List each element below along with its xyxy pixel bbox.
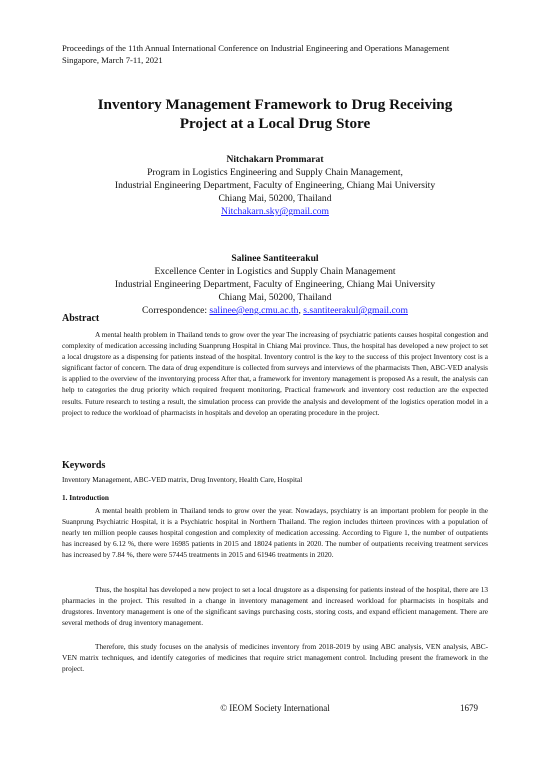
author-affiliation-line: Excellence Center in Logistics and Supply Chain Management xyxy=(154,266,396,277)
paper-title xyxy=(60,95,490,133)
author-address: Chiang Mai, 50200, Thailand xyxy=(218,193,332,204)
intro-paragraph-2: Thus, the hospital has developed a new project to set a local drugstore as a dispensing for patients instead of the hospital, there are 13 pharmacies in the project. This resulted in a change in inventory management and increased workload for pharmacists in hospitals and drugstores. Inventory management is one of the significant savings purchasing costs, storing costs, and expand efficient management. There are several methods of drug inventory management. xyxy=(62,585,488,628)
intro-paragraph-3: Therefore, this study focuses on the analysis of medicines inventory from 2018-2019 by using ABC analysis, VEN analysis, ABC-VEN matrix techniques, and identify categories of medicines that require strict management control. Including present the framework in the project. xyxy=(62,642,488,674)
correspondence-email-link-2[interactable]: s.santiteerakul@gmail.com xyxy=(303,305,408,316)
abstract-text: A mental health problem in Thailand tends to grow over the year The increasing of psychiatric patients causes hospital congestion and complexity of medication accessing including Suanprung Hospital in Chiang Mai province. Thus, the hospital has developed a new project to set a local drugstore as a dispensing for patients instead of the hospital. Inventory control is the key to the success of this project Inventory cost is a significant factor of concern. The data of drug expenditure is collected from surveys and interviews of the pharmacists Then, ABC-VED analysis is applied to the overview of the inventorying process After that, a framework for inventory management is proposed As a result, the analysis can help to categories the drug priority which required frequent monitoring, Practical framework and inventory cost reduction are the expected results. Future research to testing a result, the simulation process can provide the analysis and development of the logistics operation model in a project to reduce the workload of pharmacists in hospitals and develop an operating procedure in the project. xyxy=(62,330,488,417)
page-number: 1679 xyxy=(460,703,478,713)
author-block-1 xyxy=(60,153,490,218)
author-address: Chiang Mai, 50200, Thailand xyxy=(218,292,332,303)
author-block-2 xyxy=(60,252,490,317)
author-email-link[interactable]: Nitchakarn.sky@gmail.com xyxy=(221,206,329,217)
title-line-1: Inventory Management Framework to Drug Receiving xyxy=(97,96,453,113)
title-line-2: Project at a Local Drug Store xyxy=(179,115,371,132)
correspondence-email-link-1[interactable]: salinee@eng.cmu.ac.th xyxy=(209,305,299,316)
keywords-heading: Keywords xyxy=(62,460,106,471)
author-affiliation-line: Industrial Engineering Department, Faculty of Engineering, Chiang Mai University xyxy=(114,180,436,191)
page-footer xyxy=(62,703,488,717)
header-line-2: Singapore, March 7-11, 2021 xyxy=(62,55,163,65)
author-name: Nitchakarn Prommarat xyxy=(226,154,324,165)
author-name: Salinee Santiteerakul xyxy=(231,253,319,264)
intro-paragraph-1: A mental health problem in Thailand tends to grow over the year. Nowadays, psychiatry is an important problem for people in the Suanprung Psychiatric Hospital, it is a Psychiatric hospital in Northern Thailand. The region includes thirteen provinces with a population of nearly ten million people causes hospital congestion and complexity of medication accessing. According to Figure 1, the number of outpatients has increased by 6.12 %, there were 16985 patients in 2015 and 18024 patients in 2020. The number of outpatients receiving treatment services has increased by 7.84 %, there were 57445 treatments in 2015 and 61946 treatments in 2020. xyxy=(62,506,488,560)
header-line-1: Proceedings of the 11th Annual International Conference on Industrial Engineering and Operations Management xyxy=(62,43,450,53)
abstract-heading: Abstract xyxy=(62,313,100,324)
footer-copyright: © IEOM Society International xyxy=(220,703,330,713)
correspondence-line xyxy=(60,304,490,317)
author-affiliation-line: Industrial Engineering Department, Faculty of Engineering, Chiang Mai University xyxy=(114,279,436,290)
keywords-text: Inventory Management, ABC-VED matrix, Drug Inventory, Health Care, Hospital xyxy=(62,475,303,484)
introduction-heading: 1. Introduction xyxy=(62,493,109,502)
correspondence-label: Correspondence: xyxy=(142,305,210,316)
proceedings-header xyxy=(62,42,502,66)
author-affiliation-line: Program in Logistics Engineering and Supply Chain Management, xyxy=(147,167,403,178)
email-separator: , xyxy=(298,305,304,316)
